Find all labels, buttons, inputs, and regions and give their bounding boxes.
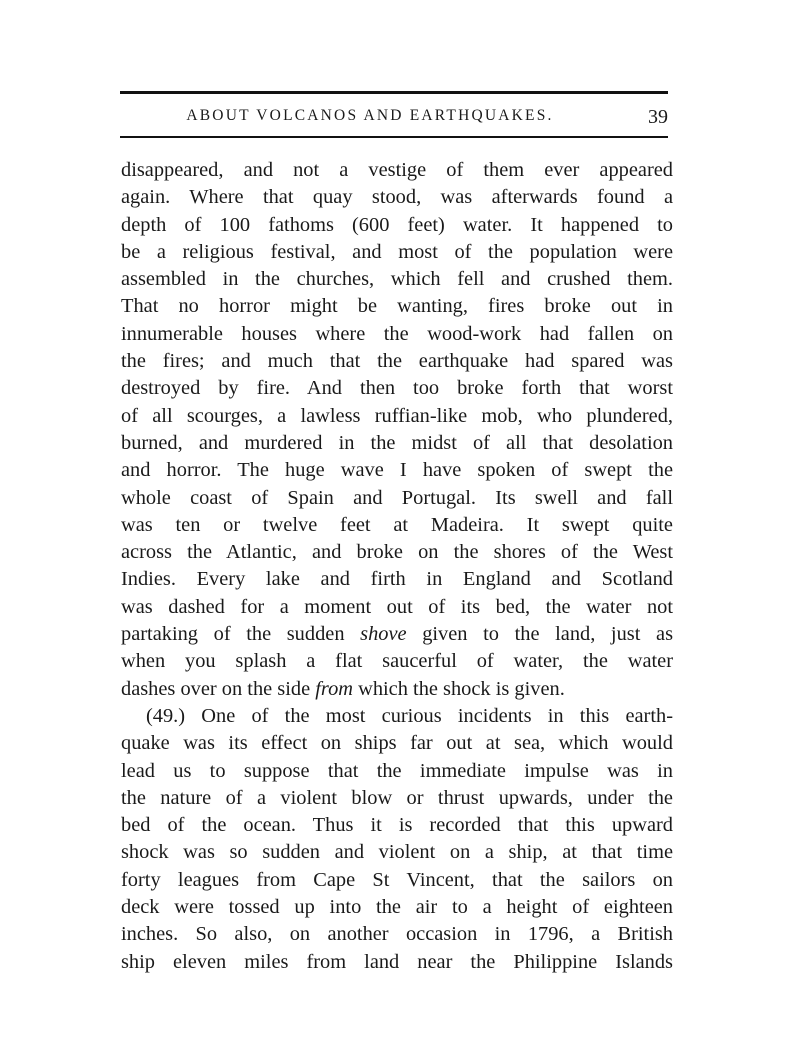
text-line: bed of the ocean. Thus it is recorded that this upward xyxy=(121,814,673,837)
text-line: forty leagues from Cape St Vincent, that the sailors on xyxy=(121,868,673,891)
text-line: quake was its effect on ships far out at sea, which would xyxy=(121,732,673,755)
text-line: was ten or twelve feet at Madeira. It swept quite xyxy=(121,513,673,536)
text-line: lead us to suppose that the immediate impulse was in xyxy=(121,759,673,782)
text-line: deck were tossed up into the air to a height of eighteen xyxy=(121,896,673,919)
text-line: inches. So also, on another occasion in 1796, a British xyxy=(121,923,673,946)
body-text xyxy=(121,157,673,976)
italic-word: from xyxy=(315,677,353,700)
text-line: That no horror might be wanting, fires broke out in xyxy=(121,295,673,318)
text-run: partaking of the sudden xyxy=(121,623,361,646)
text-line: innumerable houses where the wood-work had fallen on xyxy=(121,322,673,345)
text-line: burned, and murdered in the midst of all that desolation xyxy=(121,431,673,454)
running-title: ABOUT VOLCANOS AND EARTHQUAKES. xyxy=(186,107,554,124)
text-line: again. Where that quay stood, was afterwards found a xyxy=(121,186,673,209)
italic-word: shove xyxy=(360,623,407,646)
paragraph-first-line: (49.) One of the most curious incidents in this earth- xyxy=(146,704,673,727)
text-line: the nature of a violent blow or thrust upwards, under the xyxy=(121,786,673,809)
text-line: the fires; and much that the earthquake had spared was xyxy=(121,350,673,373)
text-line: be a religious festival, and most of the population were xyxy=(121,240,673,263)
header-rule-top xyxy=(120,91,668,94)
text-line: ship eleven miles from land near the Philippine Islands xyxy=(121,950,673,973)
running-head xyxy=(120,104,668,128)
text-line: Indies. Every lake and firth in England and Scotland xyxy=(121,568,673,591)
text-line: shock was so sudden and violent on a ship, at that time xyxy=(121,841,673,864)
text-line: was dashed for a moment out of its bed, the water not xyxy=(121,595,673,618)
text-line: when you splash a flat saucerful of water, the water xyxy=(121,650,673,673)
text-line: whole coast of Spain and Portugal. Its swell and fall xyxy=(121,486,673,509)
text-line: assembled in the churches, which fell and crushed them. xyxy=(121,268,673,291)
text-line: and horror. The huge wave I have spoken of swept the xyxy=(121,459,673,482)
text-run: which the shock is given. xyxy=(353,677,565,700)
text-line: of all scourges, a lawless ruffian-like mob, who plundered, xyxy=(121,404,673,427)
text-line: destroyed by fire. And then too broke forth that worst xyxy=(121,377,673,400)
text-line: depth of 100 fathoms (600 feet) water. It happened to xyxy=(121,213,673,236)
page-number: 39 xyxy=(648,106,668,128)
text-line xyxy=(121,621,673,648)
header-rule-bottom xyxy=(120,136,668,138)
text-line: across the Atlantic, and broke on the shores of the West xyxy=(121,541,673,564)
text-run: given to the land, just as xyxy=(406,623,673,646)
text-line: disappeared, and not a vestige of them ever appeared xyxy=(121,159,673,181)
text-line xyxy=(121,676,673,703)
text-run: dashes over on the side xyxy=(121,677,316,700)
